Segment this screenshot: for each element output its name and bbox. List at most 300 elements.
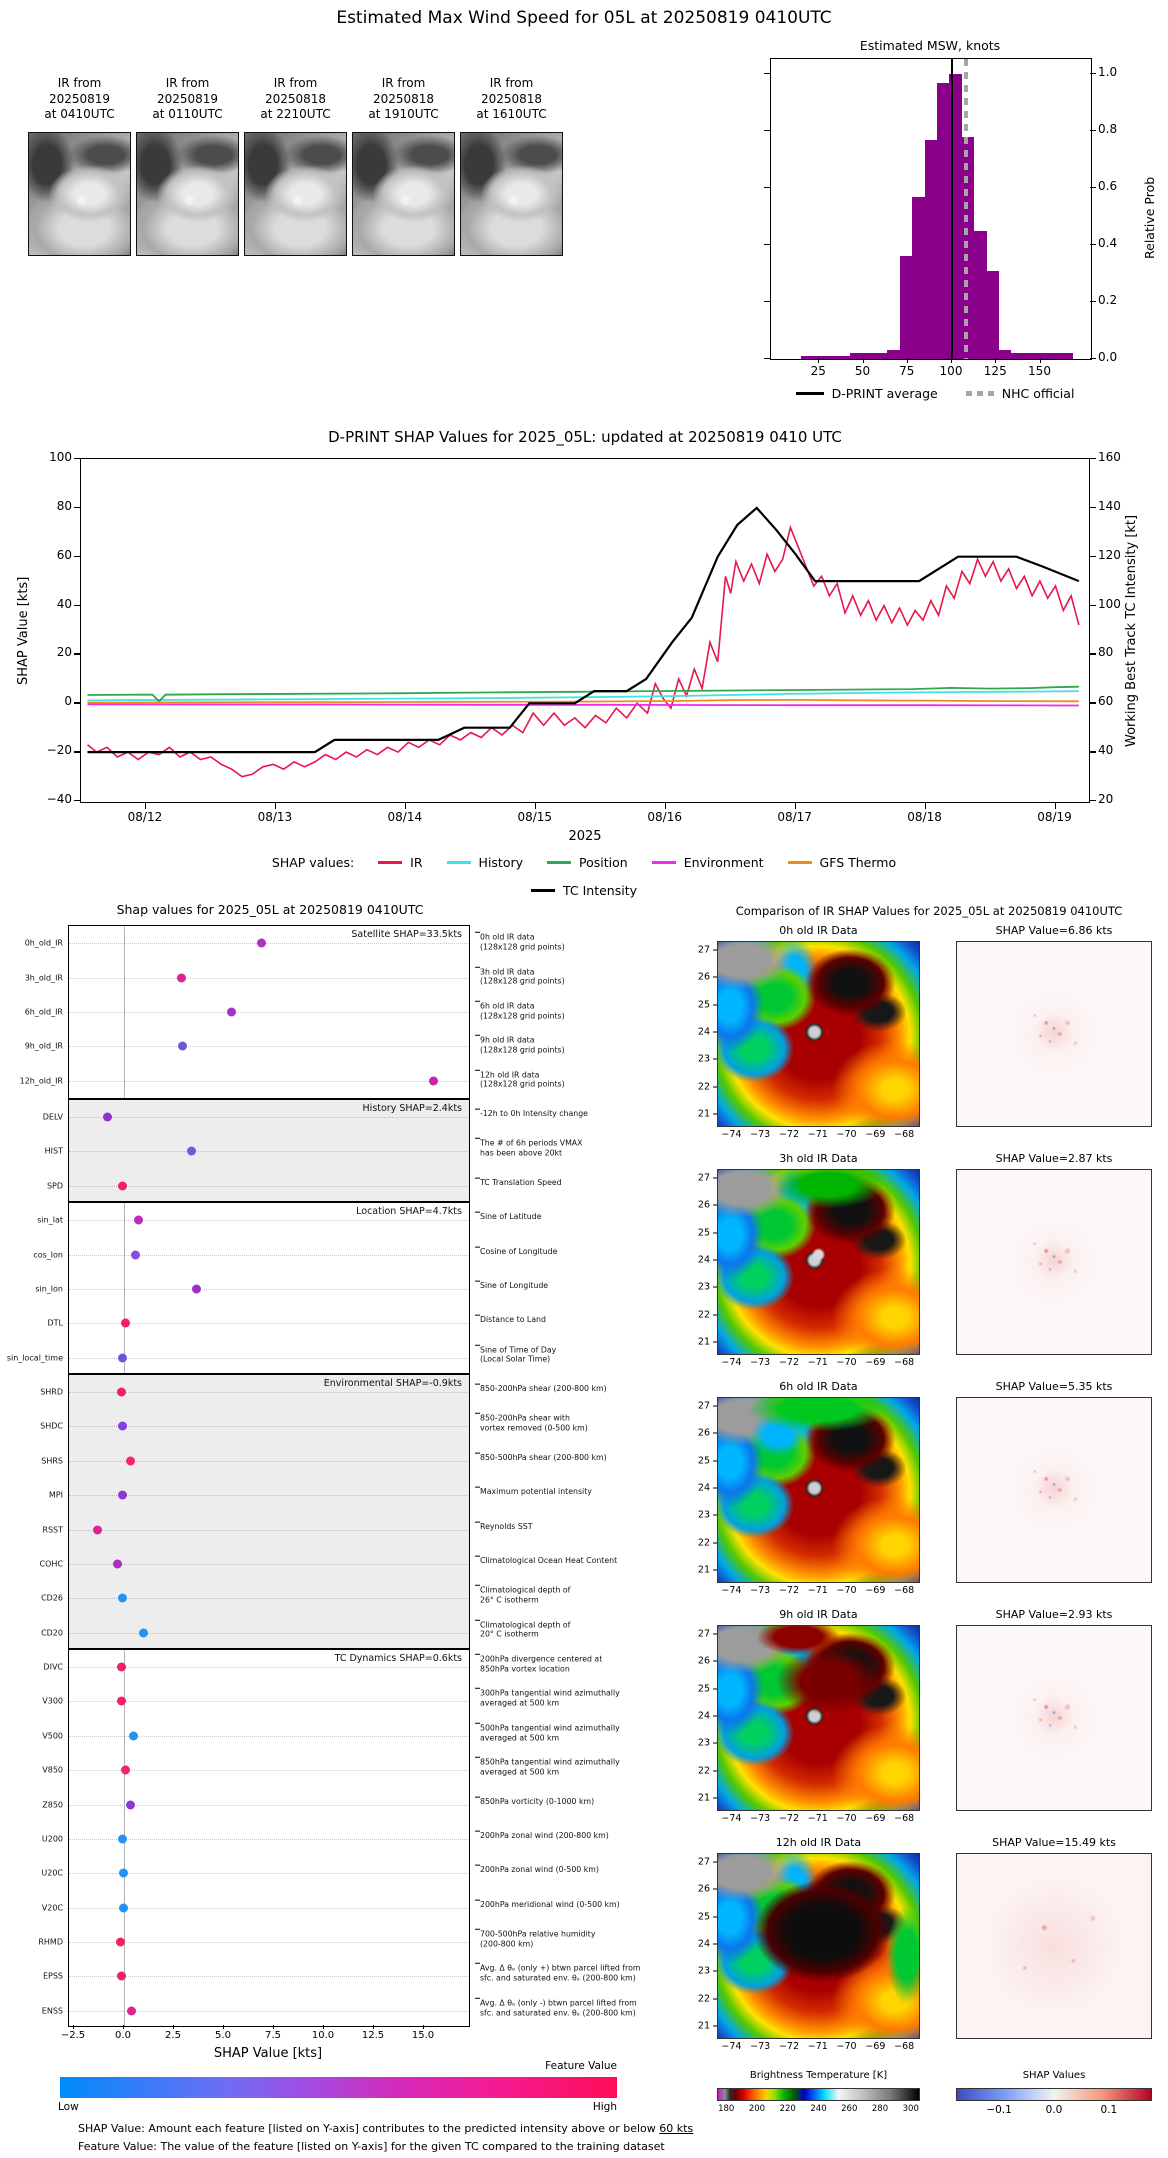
y-tick-mark bbox=[764, 73, 770, 74]
desc-line: 850-200hPa shear with bbox=[480, 1413, 570, 1423]
feature-label: RHMD bbox=[38, 1937, 63, 1947]
desc-line: 6h old IR data bbox=[480, 1001, 535, 1011]
x-tick-label: −70 bbox=[836, 1357, 857, 1368]
section-header: Satellite SHAP=33.5kts bbox=[351, 929, 462, 940]
x-tick-label: −70 bbox=[836, 1585, 857, 1596]
figure-title: Estimated Max Wind Speed for 05L at 20250819 0410UTC bbox=[336, 8, 832, 28]
legend-label: GFS Thermo bbox=[819, 855, 897, 870]
leader-tick bbox=[475, 1212, 480, 1213]
y-tick-label: 0.2 bbox=[1098, 293, 1118, 307]
desc-line: 850hPa vorticity (0-1000 km) bbox=[480, 1796, 595, 1806]
shap-dot bbox=[118, 1834, 127, 1843]
y-tick-label: 25 bbox=[697, 1227, 710, 1239]
y-tick-mark bbox=[74, 751, 80, 752]
x-tick-label: 08/14 bbox=[387, 810, 423, 824]
y-tick-label-left: 40 bbox=[56, 596, 72, 611]
desc-line: averaged at 500 km bbox=[480, 1698, 560, 1708]
feature-desc bbox=[480, 1654, 602, 1673]
shap-value-map bbox=[956, 1169, 1152, 1355]
feature-desc bbox=[480, 1070, 565, 1089]
dot-plot bbox=[6, 925, 470, 2027]
feature-row bbox=[46, 1169, 469, 1203]
label-line: 20250819 bbox=[156, 91, 219, 106]
shap-dot bbox=[117, 1663, 126, 1672]
shap-tick-label: −0.1 bbox=[986, 2104, 1012, 2116]
leader-tick bbox=[475, 1109, 480, 1110]
line-swatch bbox=[547, 861, 571, 864]
y-tick-label: 23 bbox=[697, 1737, 710, 1749]
feature-desc bbox=[480, 932, 565, 951]
y-tick-mark bbox=[1090, 800, 1096, 801]
dashed-line-swatch bbox=[966, 391, 994, 396]
dot-section bbox=[39, 1373, 469, 1648]
ir-data-map bbox=[717, 1853, 920, 2039]
y-tick-label: 22 bbox=[697, 1537, 710, 1549]
label-line: at 0410UTC bbox=[44, 107, 115, 122]
shap-dot bbox=[257, 939, 266, 948]
desc-line: Climatological Ocean Heat Content bbox=[480, 1556, 618, 1566]
y-tick-mark bbox=[1090, 130, 1096, 131]
desc-line: Cosine of Longitude bbox=[480, 1246, 558, 1256]
desc-line: 3h old IR data bbox=[480, 966, 535, 976]
feature-desc bbox=[480, 1212, 541, 1222]
shap-dot bbox=[118, 1422, 127, 1431]
desc-line: (200-800 km) bbox=[480, 1939, 534, 1949]
x-tick-label: −74 bbox=[721, 2041, 742, 2052]
legend-item-gfs-thermo bbox=[788, 855, 897, 870]
desc-line: (128x128 grid points) bbox=[480, 976, 565, 986]
ir-thumbnail-cell bbox=[352, 76, 455, 256]
legend-item-history bbox=[447, 855, 523, 870]
feature-desc bbox=[480, 1723, 620, 1742]
y-tick-label: 26 bbox=[697, 1199, 710, 1211]
ir-satellite-image bbox=[28, 132, 131, 256]
feature-desc bbox=[480, 1522, 533, 1532]
leader-tick bbox=[475, 1177, 480, 1178]
dot-panel-title: Shap values for 2025_05L at 20250819 0410UTC bbox=[116, 902, 424, 917]
x-tick-label: 08/16 bbox=[647, 810, 682, 824]
x-tick-mark bbox=[275, 803, 276, 809]
x-tick-label: −69 bbox=[865, 1129, 886, 1140]
y-tick-label-right: 120 bbox=[1098, 547, 1121, 562]
ir-satellite-image bbox=[352, 132, 455, 256]
y-tick-label-right: 140 bbox=[1098, 498, 1121, 513]
feature-value-colorbar-title: Feature Value bbox=[545, 2060, 617, 2072]
feature-label: V850 bbox=[42, 1765, 63, 1775]
leader-tick bbox=[475, 966, 480, 967]
x-tick-mark bbox=[423, 2025, 424, 2029]
histogram-bar bbox=[1036, 353, 1048, 359]
feature-desc bbox=[480, 1757, 620, 1776]
shap-dot bbox=[139, 1628, 148, 1637]
shap-dot bbox=[118, 1353, 127, 1362]
y-tick-label-left: 100 bbox=[49, 450, 72, 464]
feature-label: SHRD bbox=[40, 1387, 63, 1397]
line-swatch bbox=[652, 861, 676, 864]
feature-desc bbox=[480, 1487, 592, 1497]
leader-tick bbox=[475, 1963, 480, 1964]
shap-tick-label: 0.1 bbox=[1100, 2104, 1118, 2116]
series-tc-intensity bbox=[88, 508, 1079, 752]
x-tick-label: −73 bbox=[750, 1585, 771, 1596]
line-swatch bbox=[447, 861, 471, 864]
y-tick-label: 27 bbox=[697, 1856, 710, 1868]
desc-line: Climatological depth of bbox=[480, 1585, 571, 1595]
histogram-bar bbox=[863, 353, 875, 359]
x-tick-mark bbox=[1040, 358, 1041, 363]
x-tick-label: −68 bbox=[894, 2041, 915, 2052]
feature-desc bbox=[480, 1178, 562, 1188]
y-tick-mark bbox=[1090, 751, 1096, 752]
x-tick-label: −71 bbox=[807, 2041, 828, 2052]
x-tick-label: −70 bbox=[836, 1813, 857, 1824]
y-tick-label-right: 40 bbox=[1098, 743, 1114, 758]
shap-dot bbox=[119, 1903, 128, 1912]
msw-histogram-panel bbox=[700, 38, 1168, 420]
leader-tick bbox=[475, 1315, 480, 1316]
desc-line: The # of 6h periods VMAX bbox=[480, 1138, 583, 1148]
label-line: at 2210UTC bbox=[260, 107, 331, 122]
shap-dot bbox=[103, 1113, 112, 1122]
ir-thumbnail-label bbox=[352, 76, 455, 132]
y-tick-label: 25 bbox=[697, 1911, 710, 1923]
feature-row bbox=[42, 1512, 469, 1546]
leader-tick bbox=[475, 1757, 480, 1758]
feature-label: sin_local_time bbox=[6, 1353, 63, 1363]
feature-row bbox=[24, 960, 469, 994]
leader-tick bbox=[475, 1865, 480, 1866]
leader-tick bbox=[475, 1138, 480, 1139]
desc-line: (128x128 grid points) bbox=[480, 1045, 565, 1055]
y-tick-label: 23 bbox=[697, 1965, 710, 1977]
histogram-bar bbox=[925, 140, 937, 359]
y-tick-label-left: 60 bbox=[56, 547, 72, 562]
histogram-title: Estimated MSW, knots bbox=[859, 38, 1001, 53]
y-tick-label-left: 0 bbox=[64, 694, 72, 709]
y-tick-label: 26 bbox=[697, 1883, 710, 1895]
ir-thumbnail-cell bbox=[244, 76, 347, 256]
x-tick-mark bbox=[863, 358, 864, 363]
y-tick-label: 27 bbox=[697, 1172, 710, 1184]
ir-data-title: 9h old IR Data bbox=[779, 1608, 858, 1621]
bt-tick-label: 220 bbox=[779, 2104, 796, 2114]
feature-desc bbox=[480, 1414, 588, 1433]
y-tick-label-right: 20 bbox=[1098, 792, 1114, 806]
ir-data-map bbox=[717, 1625, 920, 1811]
histogram-bar bbox=[1011, 353, 1023, 359]
y-tick-label-left: 20 bbox=[56, 645, 72, 660]
x-tick-label: 08/13 bbox=[257, 810, 293, 824]
histogram-bar bbox=[825, 356, 837, 359]
desc-line: (128x128 grid points) bbox=[480, 1010, 565, 1020]
desc-line: Sine of Latitude bbox=[480, 1212, 542, 1222]
x-tick-label: −74 bbox=[721, 1129, 742, 1140]
feature-desc bbox=[480, 1315, 546, 1325]
desc-line: Sine of Longitude bbox=[480, 1281, 549, 1291]
x-tick-label: −72 bbox=[778, 1813, 800, 1824]
x-tick-label: 08/17 bbox=[777, 810, 812, 824]
y-tick-label: 24 bbox=[697, 1938, 710, 1950]
x-tick-label: −69 bbox=[865, 1357, 886, 1368]
y-tick-label-left: −20 bbox=[46, 743, 72, 758]
shap-dot bbox=[227, 1007, 236, 1016]
shap-value-title: SHAP Value=6.86 kts bbox=[995, 924, 1113, 937]
desc-line: Avg. Δ θₑ (only -) btwn parcel lifted from bbox=[480, 1998, 637, 2008]
x-tick-label: 2.5 bbox=[165, 2030, 181, 2041]
desc-line: sfc. and saturated env. θₑ (200-800 km) bbox=[480, 1973, 636, 1983]
feature-desc bbox=[480, 1865, 599, 1875]
feature-desc bbox=[480, 1139, 582, 1158]
desc-line: 850-500hPa shear (200-800 km) bbox=[480, 1452, 607, 1462]
y-tick-label: 23 bbox=[697, 1053, 710, 1065]
timeseries-ylabel-left: SHAP Value [kts] bbox=[16, 576, 31, 685]
leader-tick bbox=[475, 1929, 480, 1930]
leader-tick bbox=[475, 1521, 480, 1522]
legend-label: History bbox=[478, 855, 524, 870]
x-tick-label: −73 bbox=[750, 2041, 771, 2052]
shap-value-map bbox=[956, 941, 1152, 1127]
feature-row bbox=[24, 1029, 469, 1063]
shap-dot bbox=[119, 1869, 128, 1878]
feature-value-colorbar bbox=[60, 2077, 617, 2098]
feature-label: 9h_old_IR bbox=[24, 1041, 63, 1051]
x-tick-label: −74 bbox=[721, 1357, 742, 1368]
leader-tick bbox=[475, 1619, 480, 1620]
y-tick-mark bbox=[1090, 187, 1096, 188]
feature-label: sin_lat bbox=[37, 1215, 63, 1225]
feature-desc bbox=[480, 1620, 570, 1639]
feature-label: CD20 bbox=[41, 1628, 63, 1638]
feature-row bbox=[6, 1341, 469, 1375]
x-tick-label: −68 bbox=[894, 1813, 915, 1824]
feature-desc bbox=[480, 1586, 570, 1605]
series-environment bbox=[88, 704, 1079, 705]
legend-label: TC Intensity bbox=[562, 883, 637, 898]
shap-dot bbox=[178, 1042, 187, 1051]
x-tick-label: −70 bbox=[836, 1129, 857, 1140]
desc-line: averaged at 500 km bbox=[480, 1732, 560, 1742]
y-tick-mark bbox=[74, 702, 80, 703]
feature-desc bbox=[480, 1109, 588, 1119]
leader-tick bbox=[475, 1069, 480, 1070]
feature-row bbox=[41, 1822, 469, 1856]
desc-line: 200hPa zonal wind (200-800 km) bbox=[480, 1831, 609, 1841]
feature-label: DTL bbox=[47, 1318, 63, 1328]
x-tick-label: 08/15 bbox=[517, 810, 553, 824]
desc-line: 200hPa meridional wind (0-500 km) bbox=[480, 1899, 620, 1909]
y-tick-mark bbox=[1090, 702, 1096, 703]
y-tick-label: 27 bbox=[697, 1628, 710, 1640]
ir-data-map bbox=[717, 1169, 920, 1355]
leader-tick bbox=[475, 1413, 480, 1414]
feature-label: SHRS bbox=[41, 1456, 63, 1466]
feature-desc bbox=[480, 1689, 620, 1708]
leader-tick bbox=[475, 1831, 480, 1832]
shap-dot bbox=[117, 1972, 126, 1981]
histogram-ylabel: Relative Prob bbox=[1142, 176, 1157, 260]
line-swatch bbox=[531, 889, 555, 892]
y-tick-mark bbox=[1090, 507, 1096, 508]
feature-row bbox=[42, 1684, 469, 1718]
feature-label: CD26 bbox=[41, 1593, 63, 1603]
legend-label: IR bbox=[410, 855, 423, 870]
dot-xlabel: SHAP Value [kts] bbox=[213, 2046, 323, 2061]
bt-colorbar-title: Brightness Temperature [K] bbox=[749, 2070, 888, 2081]
x-tick-label: −72 bbox=[778, 2041, 800, 2052]
desc-line: 850hPa vortex location bbox=[480, 1664, 570, 1674]
ir-satellite-image bbox=[244, 132, 347, 256]
feature-row bbox=[19, 1064, 469, 1098]
histogram-bar bbox=[850, 353, 862, 359]
histogram-bar bbox=[937, 83, 949, 359]
x-tick-label: −68 bbox=[894, 1357, 915, 1368]
histogram-bar bbox=[1061, 353, 1073, 359]
desc-line: 26° C isotherm bbox=[480, 1595, 539, 1605]
y-tick-label: 26 bbox=[697, 1427, 710, 1439]
feature-label: EPSS bbox=[42, 1971, 63, 1981]
ir-thumbnail-label bbox=[28, 76, 131, 132]
shap-timeseries-panel bbox=[0, 425, 1168, 903]
shap-value-map bbox=[956, 1625, 1152, 1811]
desc-line: 0h old IR data bbox=[480, 932, 535, 942]
feature-row bbox=[42, 1787, 469, 1821]
leader-tick bbox=[475, 1585, 480, 1586]
leader-tick bbox=[475, 932, 480, 933]
x-tick-mark bbox=[535, 803, 536, 809]
x-tick-label: 0.0 bbox=[115, 2030, 131, 2041]
y-tick-mark bbox=[1090, 358, 1096, 359]
shap-dot bbox=[429, 1076, 438, 1085]
feature-row bbox=[42, 1719, 469, 1753]
x-tick-label: 25 bbox=[810, 364, 826, 378]
feature-desc bbox=[480, 967, 565, 986]
legend-item-tc-intensity bbox=[531, 883, 637, 898]
y-tick-label: 22 bbox=[697, 1765, 710, 1777]
ir-thumbnail-cell bbox=[460, 76, 563, 256]
feature-row bbox=[48, 1478, 469, 1512]
ir-thumbnail-row bbox=[28, 76, 566, 256]
legend-label: D-PRINT average bbox=[831, 386, 938, 401]
x-tick-label: −71 bbox=[807, 1129, 828, 1140]
x-tick-label: 100 bbox=[939, 364, 963, 378]
histogram-bar bbox=[900, 256, 912, 359]
feature-row bbox=[24, 995, 469, 1029]
y-tick-label-right: 100 bbox=[1098, 596, 1121, 611]
shap-dot bbox=[131, 1250, 140, 1259]
x-tick-label: 50 bbox=[854, 364, 871, 378]
feature-row bbox=[40, 1409, 469, 1443]
y-tick-mark bbox=[764, 187, 770, 188]
desc-line: 850-200hPa shear (200-800 km) bbox=[480, 1384, 607, 1394]
feature-label: U200 bbox=[41, 1834, 63, 1844]
y-tick-label: 21 bbox=[697, 1108, 710, 1120]
histogram-bar bbox=[974, 231, 986, 359]
x-tick-label: −73 bbox=[750, 1129, 771, 1140]
desc-line: 300hPa tangential wind azimuthally bbox=[480, 1688, 620, 1698]
x-tick-mark bbox=[795, 803, 796, 809]
ir-data-title: 3h old IR Data bbox=[779, 1152, 858, 1165]
x-tick-label: 7.5 bbox=[265, 2030, 281, 2041]
ir-thumbnail-cell bbox=[28, 76, 131, 256]
leader-tick bbox=[475, 1001, 480, 1002]
x-tick-label: −69 bbox=[865, 2041, 886, 2052]
shap-tick-label: 0.0 bbox=[1045, 2104, 1063, 2116]
bt-tick-label: 180 bbox=[718, 2104, 735, 2114]
y-tick-mark bbox=[1090, 244, 1096, 245]
desc-line: has been above 20kt bbox=[480, 1148, 563, 1158]
shap-dot bbox=[113, 1559, 122, 1568]
feature-row bbox=[42, 1753, 469, 1787]
x-tick-label: −74 bbox=[721, 1813, 742, 1824]
x-tick-label: 125 bbox=[983, 364, 1007, 378]
y-tick-label: 0.8 bbox=[1098, 122, 1118, 136]
x-tick-mark bbox=[273, 2025, 274, 2029]
footnote-feature-value: Feature Value: The value of the feature [listed on Y-axis] for the given TC compared to the training dataset bbox=[78, 2140, 665, 2153]
histogram-bar bbox=[887, 350, 899, 359]
feature-label: HIST bbox=[44, 1146, 63, 1156]
timeseries-svg bbox=[81, 459, 1088, 801]
section-header: TC Dynamics SHAP=0.6kts bbox=[334, 1652, 462, 1664]
shap-value-title: SHAP Value=5.35 kts bbox=[995, 1380, 1113, 1393]
line-swatch bbox=[378, 861, 402, 864]
timeseries-legend-row2 bbox=[0, 883, 1168, 898]
dot-section bbox=[38, 1648, 469, 2026]
x-tick-label: 15.0 bbox=[411, 2030, 435, 2041]
leader-tick bbox=[475, 1556, 480, 1557]
y-tick-label: 23 bbox=[697, 1509, 710, 1521]
y-tick-label-right: 80 bbox=[1098, 645, 1114, 660]
y-tick-mark bbox=[74, 556, 80, 557]
y-tick-label: 24 bbox=[697, 1482, 710, 1494]
x-tick-mark bbox=[665, 803, 666, 809]
leader-tick bbox=[475, 1654, 480, 1655]
shap-colorbar bbox=[956, 2088, 1152, 2101]
desc-line: TC Translation Speed bbox=[480, 1177, 562, 1187]
label-line: 20250818 bbox=[264, 91, 327, 106]
feature-label: 0h_old_IR bbox=[24, 938, 63, 948]
shap-dot-panel bbox=[0, 900, 694, 2158]
desc-line: 200hPa divergence centered at bbox=[480, 1654, 603, 1664]
shap-dot bbox=[127, 2006, 136, 2015]
feature-label: RSST bbox=[42, 1525, 63, 1535]
label-line: IR from bbox=[273, 76, 318, 90]
feature-desc bbox=[480, 1998, 637, 2017]
section-header: Location SHAP=4.7kts bbox=[356, 1206, 462, 1217]
shap-dot bbox=[126, 1800, 135, 1809]
desc-line: 200hPa zonal wind (0-500 km) bbox=[480, 1865, 599, 1875]
x-tick-label: −68 bbox=[894, 1585, 915, 1596]
y-tick-label: 24 bbox=[697, 1710, 710, 1722]
y-tick-mark bbox=[74, 507, 80, 508]
histogram-bar bbox=[912, 197, 924, 359]
feature-row bbox=[41, 1994, 469, 2028]
desc-line: Maximum potential intensity bbox=[480, 1487, 592, 1497]
desc-line: 20° C isotherm bbox=[480, 1629, 539, 1639]
timeseries-ylabel-right: Working Best Track TC Intensity [kt] bbox=[1124, 514, 1139, 747]
y-tick-mark bbox=[764, 244, 770, 245]
leader-tick bbox=[475, 1998, 480, 1999]
shap-value-title: SHAP Value=2.93 kts bbox=[995, 1608, 1113, 1621]
feature-desc bbox=[480, 1247, 557, 1257]
feature-desc bbox=[480, 1900, 620, 1910]
legend-label: Environment bbox=[683, 855, 764, 870]
histogram-vline-nhc bbox=[964, 59, 969, 359]
desc-line: 700-500hPa relative humidity bbox=[480, 1929, 596, 1939]
y-tick-label: 0.4 bbox=[1098, 236, 1118, 250]
x-tick-label: 08/12 bbox=[127, 810, 163, 824]
feature-desc bbox=[480, 1001, 565, 1020]
feature-label: ENSS bbox=[41, 2006, 63, 2016]
